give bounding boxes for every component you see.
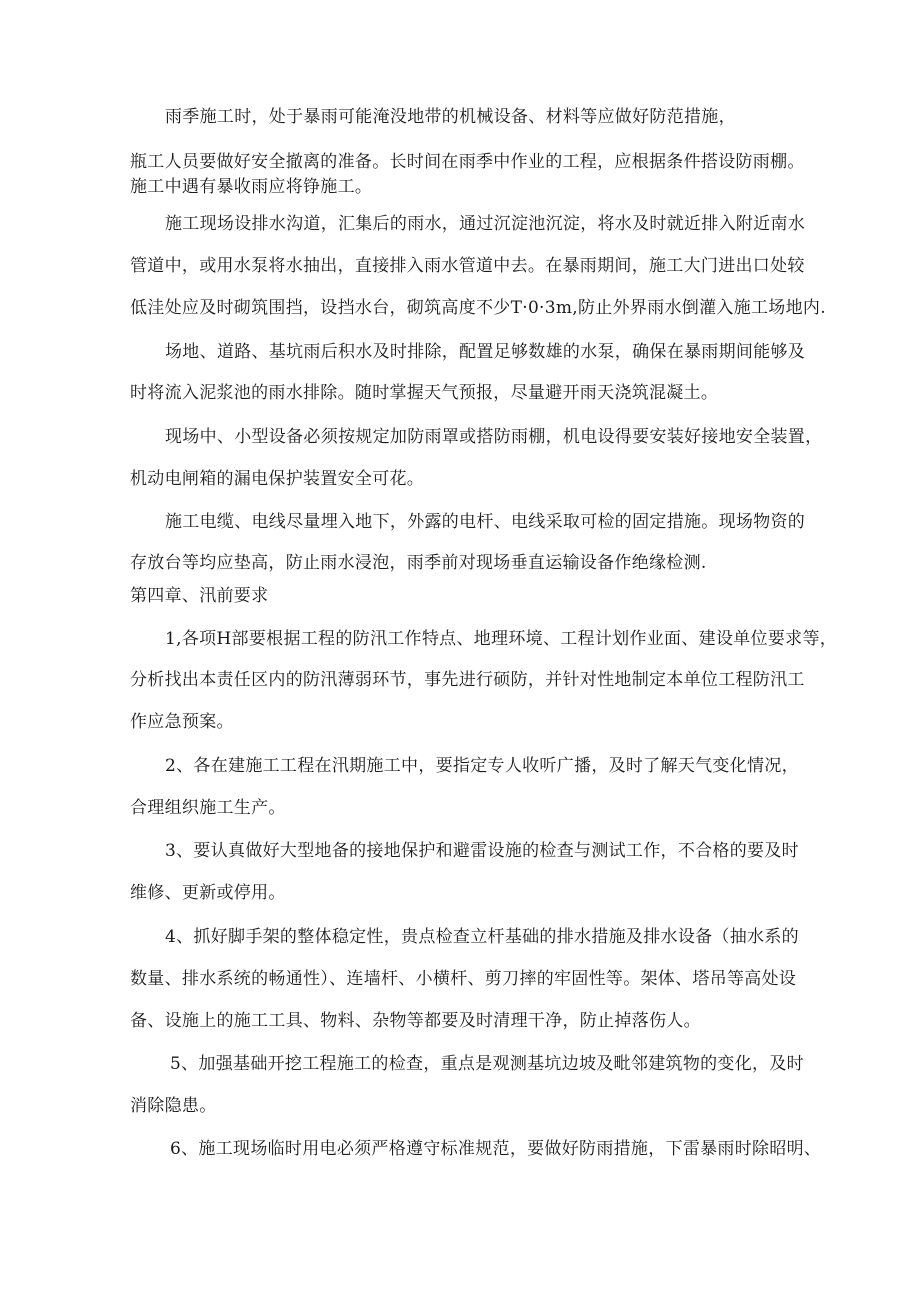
text-line: 施工现场设排水沟道，汇集后的雨水，通过沉淀池沉淀，将水及时就近排入附近南水	[165, 214, 806, 234]
text-line: 施工中遇有暴收雨应将铮施工。	[130, 177, 373, 197]
text-line: 4、抓好脚手架的整体稳定性，贵点检查立杆基础的排水措施及排水设备（抽水系的	[165, 927, 799, 947]
text-line: 时将流入泥浆池的雨水排除。随时掌握天气预报，尽量避开雨天浇筑混凝土。	[130, 383, 719, 403]
text-line: 5、加强基础开挖工程施工的检查，重点是观测基坑边坡及毗邻建筑物的变化，及时	[170, 1054, 804, 1074]
text-line: 维修、更新或停用。	[130, 883, 286, 903]
text-line: 现场中、小型设备必须按规定加防雨罩或搭防雨棚，机电设得要安装好接地安全装置，	[165, 427, 823, 447]
text-line: 雨季施工时，处于暴雨可能淹没地带的机械设备、材料等应做好防范措施，	[165, 107, 736, 127]
text-line: 备、设施上的施工工具、物料、杂物等都要及时清理干净，防止掉落伤人。	[130, 1011, 701, 1031]
text-line: 3、要认真做好大型地备的接地保护和避雷设施的检查与测试工作，不合格的要及时	[165, 841, 799, 861]
chapter-heading: 第四章、汛前要求	[130, 586, 269, 606]
text-line: 机动电闸箱的漏电保护装置安全可花。	[130, 469, 425, 489]
text-line: 1,各项H部要根据工程的防汛工作特点、地理环境、工程计划作业面、建设单位要求等，	[165, 629, 838, 649]
text-line: 施工电缆、电线尽量埋入地下，外露的电杆、电线采取可检的固定措施。现场物资的	[165, 512, 806, 532]
text-line: 6、施工现场临时用电必须严格遵守标准规范，要做好防雨措施，下雷暴雨时除昭明、	[170, 1139, 822, 1159]
text-line: 分析找出本责任区内的防汛薄弱环节，事先进行硕防，并针对性地制定本单位工程防汛工	[130, 670, 805, 690]
text-line: 数量、排水系统的畅通性）、连墙杆、小横杆、剪刀摔的牢固性等。架体、塔吊等高处设	[130, 969, 797, 989]
text-line: 2、各在建施工工程在汛期施工中，要指定专人收听广播，及时了解天气变化情况，	[165, 756, 799, 776]
text-line: 低洼处应及时砌筑围挡，设挡水台，砌筑高度不少T·0·3m,防止外界雨水倒灌入施工场地内.	[130, 298, 826, 318]
text-line: 消除隐患。	[130, 1096, 217, 1116]
text-line: 存放台等均应垫高，防止雨水浸泡，雨季前对现场垂直运输设备作绝缘检测.	[130, 553, 707, 573]
text-line: 场地、道路、基坑雨后积水及时排除，配置足够数雄的水泵，确保在暴雨期间能够及	[165, 342, 806, 362]
text-line: 瓶工人员要做好安全撤离的准备。长时间在雨季中作业的工程，应根据条件搭设防雨棚。	[130, 152, 805, 172]
text-line: 作应急预案。	[130, 712, 234, 732]
text-line: 管道中，或用水泵将水抽出，直接排入雨水管道中去。在暴雨期间，施工大门进出口处较	[130, 256, 805, 276]
text-line: 合理组织施工生产。	[130, 798, 286, 818]
